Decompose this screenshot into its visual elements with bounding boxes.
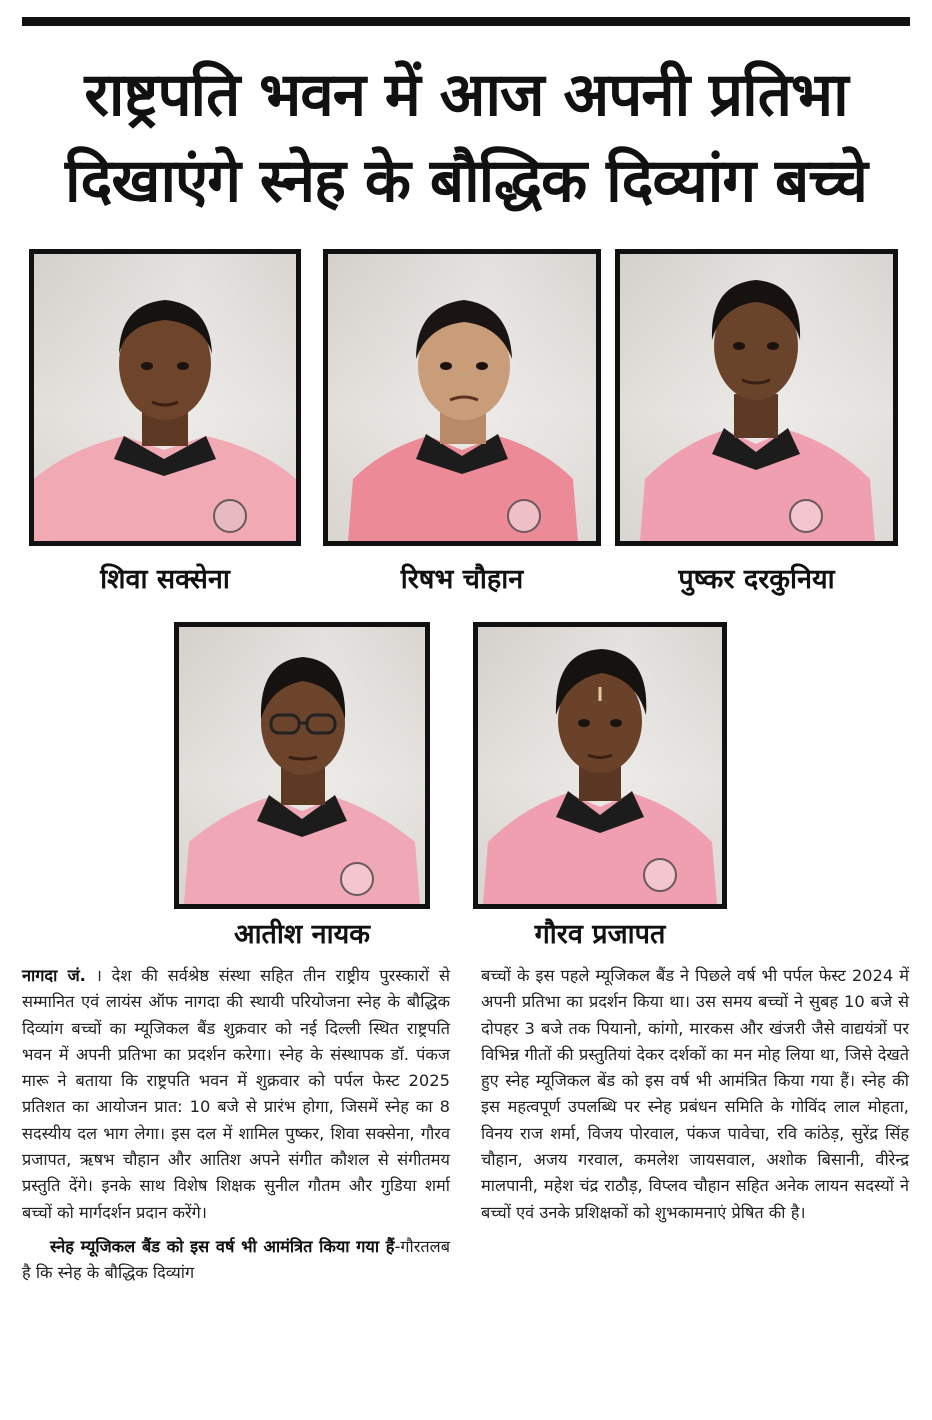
caption-pushkar-darkuniya: पुष्कर दरकुनिया bbox=[678, 564, 835, 595]
photo-rishabh-chauhan bbox=[323, 249, 601, 546]
article-column-1 bbox=[22, 963, 450, 1287]
headline bbox=[0, 52, 932, 224]
portrait-shiva-saxena bbox=[34, 254, 296, 541]
dateline: नागदा जं. bbox=[22, 966, 86, 985]
photo-gaurav-prajapat bbox=[473, 622, 727, 909]
article-subhead: स्नेह म्यूजिकल बैंड को इस वर्ष भी आमंत्रित किया गया हैं bbox=[50, 1236, 395, 1256]
photo-pushkar-darkuniya bbox=[615, 249, 898, 546]
article-paragraph-3: बच्चों के इस पहले म्यूजिकल बैंड ने पिछले वर्ष भी पर्पल फेस्ट 2024 में अपनी प्रतिभा का प्रदर्शन किया था। उस समय बच्चों ने सुबह 10 बजे से दोपहर 3 बजे तक पियानो, कांगो, मारकस और खंजरी जैसे वाद्ययंत्रों पर विभिन्न गीतों की प्रस्तुतियां देकर दर्शकों का मन मोह लिया था, जिसे देखते हुए स्नेह म्यूजिकल बेंड को इस वर्ष भी आमंत्रित किया गया हैं। स्नेह की इस महत्वपूर्ण उपलब्धि पर स्नेह प्रबंधन समिति के गोविंद लाल मोहता, विनय राज शर्मा, विजय पोरवाल, पंकज पावेचा, रवि कांठेड़, सुरेंद्र सिंह चौहान, अजय गरवाल, कमलेश जायसवाल, अशोक बिसानी, वीरेन्द्र मालपानी, महेश चंद्र राठौड़, विप्लव चौहान सहित अनेक लायन सदस्यों ने बच्चों एवं उनके प्रशिक्षकों को शुभकामनाएं प्रेषित की है। bbox=[481, 966, 909, 1222]
photo-atish-nayak bbox=[174, 622, 430, 909]
article-paragraph-1 bbox=[22, 963, 450, 1226]
headline-line-2: दिखाएंगे स्नेह के बौद्धिक दिव्यांग बच्चे bbox=[65, 146, 867, 216]
caption-gaurav-prajapat: गौरव प्रजापत bbox=[534, 919, 666, 950]
article-column-2 bbox=[481, 963, 909, 1226]
article-body-1: । देश की सर्वश्रेष्ठ संस्था सहित तीन राष्ट्रीय पुरस्कारों से सम्मानित एवं लायंस ऑफ नागदा की स्थायी परियोजना स्नेह के बौद्धिक दिव्यांग बच्चों का म्यूजिकल बैंड शुक्रवार को नई दिल्ली स्थित राष्ट्रपति भवन में अपनी प्रतिभा का प्रदर्शन करेगा। स्नेह के संस्थापक डॉ. पंकज मारू ने बताया कि राष्ट्रपति भवन में शुक्रवार को पर्पल फेस्ट 2025 प्रतिशत का आयोजन प्रात: 10 बजे से प्रारंभ होगा, जिसमें स्नेह का 8 सदस्यीय दल भाग लेगा। इस दल में शामिल पुष्कर, शिवा सक्सेना, गौरव प्रजापत, ऋषभ चौहान और आतिश अपने संगीत कौशल से संगीतमय प्रस्तुति देंगे। इनके साथ विशेष शिक्षक सुनील गौतम और गुडिया शर्मा बच्चों को मार्गदर्शन प्रदान करेंगे। bbox=[22, 966, 450, 1222]
caption-rishabh-chauhan: रिषभ चौहान bbox=[400, 564, 524, 595]
portrait-rishabh-chauhan bbox=[328, 254, 596, 541]
caption-atish-nayak: आतीश नायक bbox=[233, 919, 371, 950]
portrait-gaurav-prajapat bbox=[478, 627, 722, 904]
caption-shiva-saxena: शिवा सक्सेना bbox=[100, 564, 230, 595]
article-body-2: -गौरतलब है कि स्नेह के बौद्धिक दिव्यांग bbox=[22, 1236, 450, 1283]
headline-line-1: राष्ट्रपति भवन में आज अपनी प्रतिभा bbox=[84, 60, 848, 130]
top-rule bbox=[22, 17, 910, 26]
photo-shiva-saxena bbox=[29, 249, 301, 546]
article-paragraph-2 bbox=[22, 1234, 450, 1287]
portrait-pushkar-darkuniya bbox=[620, 254, 893, 541]
portrait-atish-nayak bbox=[179, 627, 425, 904]
